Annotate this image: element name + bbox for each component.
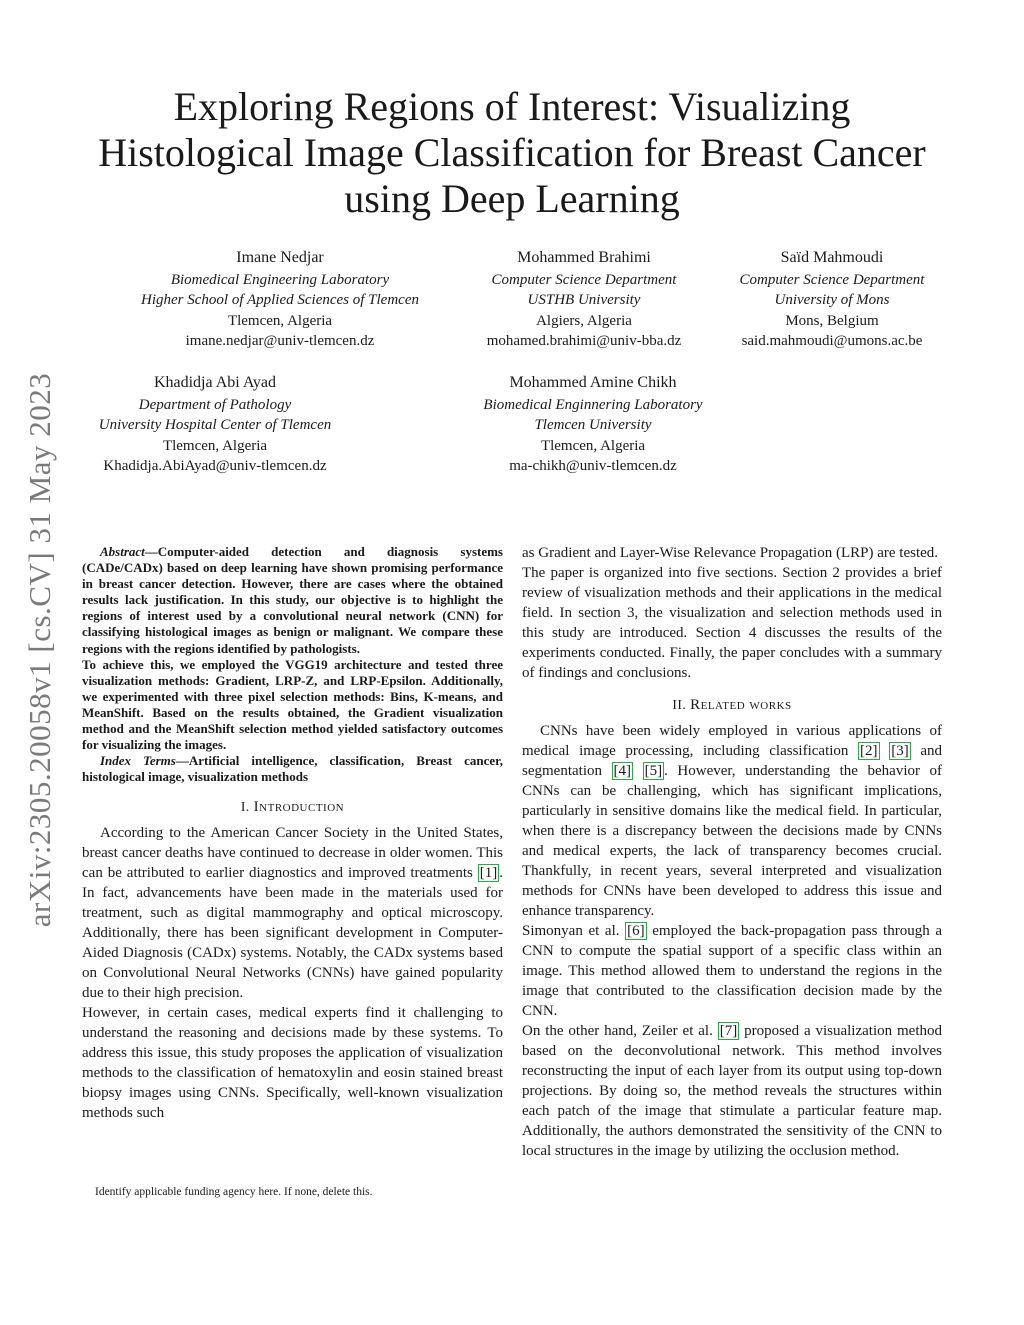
index-terms-text: —Artificial intelligence, classification, Breast cancer, histological image, visualization methods <box>82 753 504 785</box>
citation-link[interactable]: [1] <box>479 865 498 882</box>
paragraph: However, in certain cases, medical experts find it challenging to understand the reasoning and decisions made by these systems. To address this issue, this study proposes the application of visualization methods to the classification of hematoxylin and eosin stained breast biopsy images using CNNs. Specifically, well-known visualization methods such <box>82 1005 503 1122</box>
author-affiliation: Tlemcen University <box>534 417 652 434</box>
author-block <box>718 248 946 352</box>
citation-link[interactable]: [5] <box>644 763 663 779</box>
author-name: Mohammed Brahimi <box>517 249 651 266</box>
paragraph: On the other hand, Zeiler et al. [7] proposed a visualization method based on the deconvolutional network. This method involves reconstructing the input of each layer from its output using top-down projections. By doing so, the method reveals the structures within each patch of the image that stimulate a particular feature map. Additionally, the authors demonstrated the sensitivity of the CNN to local structures in the image by utilizing the occlusion method. <box>522 1023 942 1159</box>
title-line: Exploring Regions of Interest: Visualizing <box>173 84 851 129</box>
author-name: Mohammed Amine Chikh <box>509 374 677 391</box>
author-block <box>462 373 724 477</box>
section-heading-introduction: I. Introduction <box>240 799 345 816</box>
author-affiliation: Higher School of Applied Sciences of Tlemcen <box>141 292 419 309</box>
author-affiliation: Biomedical Engineering Laboratory <box>170 271 390 288</box>
index-terms-label: Index Terms <box>100 753 176 769</box>
author-email: mohamed.brahimi@univ-bba.dz <box>486 333 682 350</box>
arxiv-sidebar <box>0 340 80 960</box>
citation-link[interactable]: [6] <box>627 923 645 939</box>
author-location: Algiers, Algeria <box>536 312 632 329</box>
author-name: Imane Nedjar <box>236 249 324 266</box>
citation-link[interactable]: [7] <box>719 1023 738 1039</box>
right-column <box>522 543 942 1161</box>
author-affiliation: Computer Science Department <box>739 271 925 288</box>
paragraph: According to the American Cancer Society in the United States, breast cancer deaths have continued to decrease in older women. This can be attributed to earlier diagnostics and improved treatments [1] . In fact, advancements have been made in the materials used for treatment, such as digital mammography and optical microscopy. Additionally, there has been significant development in Computer-Aided Diagnosis (CADx) systems. Notably, the CADx systems based on Convolutional Neural Networks (CNNs) have gained popularity due to their high precision. <box>82 825 503 1002</box>
arxiv-identifier: arXiv:2305.20058v1 [cs.CV] 31 May 2023 <box>22 372 57 928</box>
author-location: Tlemcen, Algeria <box>540 437 646 454</box>
author-block <box>464 248 704 352</box>
author-affiliation: University Hospital Center of Tlemcen <box>98 417 332 434</box>
author-affiliation: University of Mons <box>774 292 890 309</box>
author-location: Mons, Belgium <box>785 312 879 329</box>
abstract <box>82 544 503 785</box>
paragraph: The paper is organized into five sections. Section 2 provides a brief review of visualization methods and their applications in the medical field. In section 3, the visualization and selection methods used in this study are introduced. Section 4 discusses the results of the experiments conducted. Finally, the paper concludes with a summary of findings and conclusions. <box>522 565 942 681</box>
author-name: Khadidja Abi Ayad <box>153 374 277 391</box>
citation-link[interactable]: [3] <box>891 743 909 759</box>
author-affiliation: Biomedical Enginnering Laboratory <box>483 396 703 413</box>
author-email: ma-chikh@univ-tlemcen.dz <box>509 458 677 475</box>
author-email: said.mahmoudi@umons.ac.be <box>741 333 923 350</box>
abstract-text: To achieve this, we employed the VGG19 architecture and tested three visualization methods: Gradient, LRP-Z, and LRP-Epsilon. Additionally, we experimented with three pixel selection methods: Bins, K-means, and MeanShift. Based on the results obtained, the Gradient visualization method and the MeanShift selection method yielded satisfactory outcomes for visualizing the images. <box>82 656 503 753</box>
author-name: Saïd Mahmoudi <box>780 249 884 266</box>
title-line: using Deep Learning <box>344 176 680 221</box>
abstract-label: Abstract <box>100 544 145 559</box>
paragraph: CNNs have been widely employed in various applications of medical image processing, including classification [2] [3] and segmentation [4] [5] . However, understanding the behavior of CNNs can be challenging, which has significant implications, particularly in sensitive domains like the medical field. In particular, when there is a discrepancy between the decisions made by CNNs and medical experts, the lack of transparency becomes crucial. Thankfully, in recent years, several interpreted and visualization methods for CNNs have been developed to address this issue and enhance transparency. <box>522 723 943 919</box>
author-email: Khadidja.AbiAyad@univ-tlemcen.dz <box>103 458 327 475</box>
paragraph: as Gradient and Layer-Wise Relevance Propagation (LRP) are tested. <box>522 545 939 561</box>
paper-title <box>82 84 942 222</box>
author-location: Tlemcen, Algeria <box>162 437 268 454</box>
citation-link[interactable]: [2] <box>860 743 878 759</box>
author-affiliation: Computer Science Department <box>491 271 677 288</box>
author-affiliation: Department of Pathology <box>138 396 292 413</box>
section-heading-related-works: II. Related works <box>672 697 792 713</box>
left-column <box>82 544 503 1123</box>
footnote: Identify applicable funding agency here. If none, delete this. <box>95 1186 373 1198</box>
author-location: Tlemcen, Algeria <box>227 312 333 329</box>
paragraph: Simonyan et al. [6] employed the back-propagation pass through a CNN to compute the spatial support of a specific class within an image. This method allowed them to understand the regions in the image that contributed to the classification decision made by the CNN. <box>522 923 942 1019</box>
title-line: Histological Image Classification for Breast Cancer <box>98 130 926 175</box>
citation-link[interactable]: [4] <box>613 763 632 779</box>
abstract-text: —Computer-aided detection and diagnosis systems (CADe/CADx) based on deep learning have shown promising performance in breast cancer detection. However, there are cases where the obtained results lack justification. In this study, our objective is to highlight the regions of interest used by a convolutional neural network (CNN) for classifying histological images as benign or malignant. We compare these regions with the regions identified by pathologists. <box>82 544 503 656</box>
author-block <box>100 248 460 352</box>
author-block <box>74 373 356 477</box>
author-affiliation: USTHB University <box>527 292 641 309</box>
author-email: imane.nedjar@univ-tlemcen.dz <box>185 333 375 350</box>
